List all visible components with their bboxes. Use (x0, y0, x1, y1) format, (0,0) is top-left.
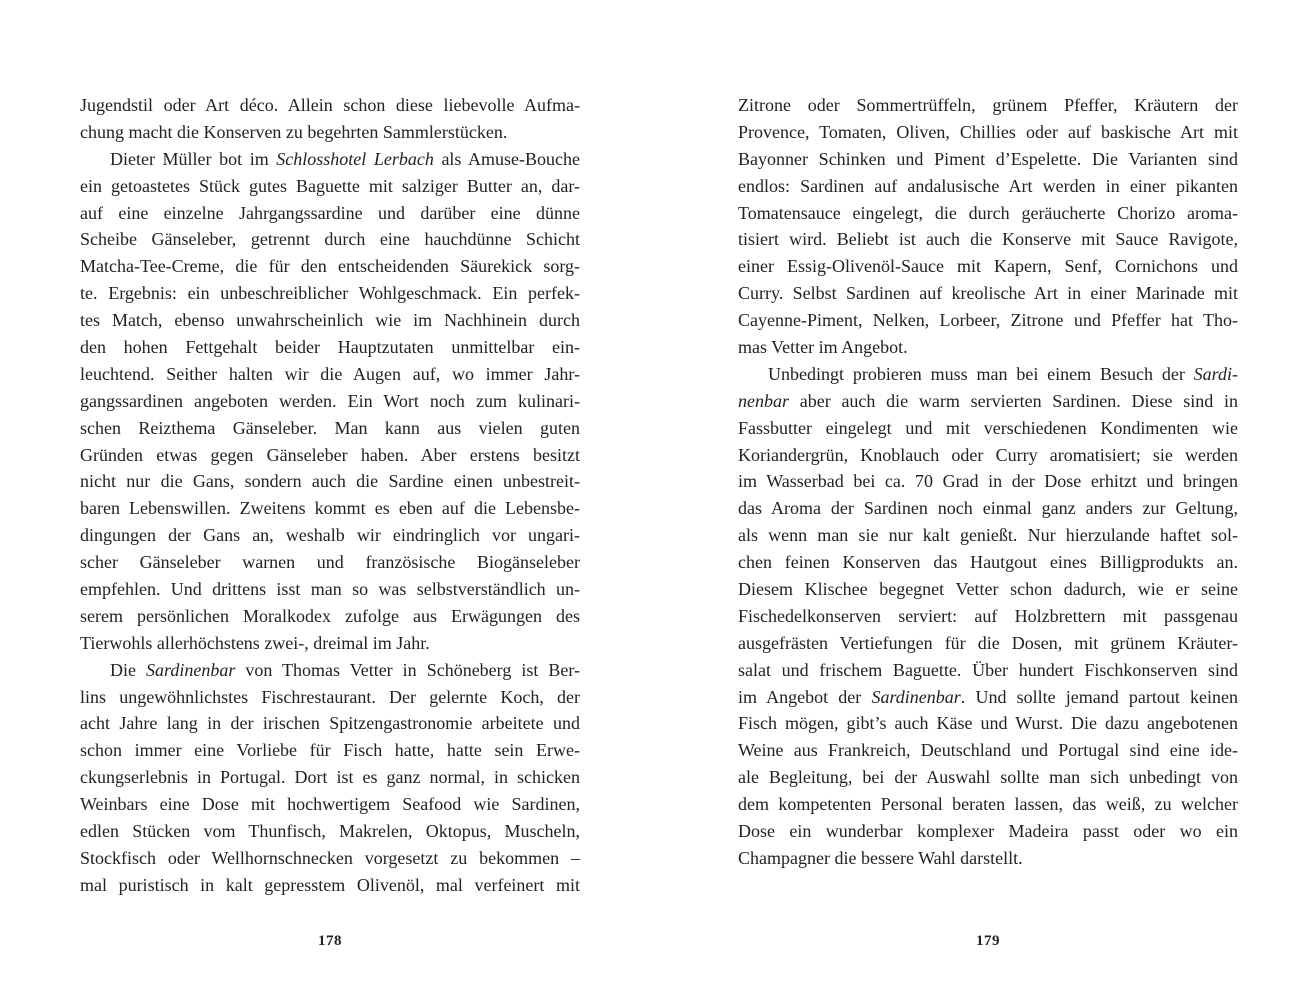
text-line (80, 710, 580, 737)
text-segment: von Thomas Vetter in Schöneberg ist Ber- (235, 659, 580, 680)
text-segment: als Amuse-Bouche (433, 148, 580, 169)
right-page (738, 92, 1238, 872)
text-segment: Tierwohls allerhöchstens zwei-, dreimal im Jahr. (80, 632, 430, 653)
text-line (738, 684, 1238, 711)
text-segment: dem kompetenten Personal beraten lassen, das weiß, zu welcher (738, 794, 1238, 815)
text-line (80, 657, 580, 684)
page-number-left: 178 (318, 933, 342, 949)
text-line (738, 173, 1238, 200)
text-line (80, 737, 580, 764)
text-segment: gangssardinen angeboten werden. Ein Wort noch zum kulinari- (80, 390, 580, 411)
text-line (80, 92, 580, 119)
text-segment: Fischedelkonserven serviert: auf Holzbrettern mit passgenau (738, 605, 1238, 626)
text-segment: Zitrone oder Sommertrüffeln, grünem Pfeffer, Kräutern der (738, 95, 1238, 115)
text-line (738, 603, 1238, 630)
text-segment: ausgefrästen Vertiefungen für die Dosen, mit grünem Kräuter- (738, 632, 1238, 653)
text-segment: einer Essig-Olivenöl-Sauce mit Kapern, Senf, Cornichons und (738, 256, 1238, 277)
text-segment: Stockfisch oder Wellhornschnecken vorgesetzt zu bekommen – (80, 847, 580, 868)
text-segment: Dieter Müller bot im (110, 148, 277, 169)
text-line (738, 361, 1238, 388)
text-segment: . Und sollte jemand partout keinen (960, 686, 1238, 707)
text-line (738, 253, 1238, 280)
text-line (80, 253, 580, 280)
text-line (80, 603, 580, 630)
text-line (80, 146, 580, 173)
text-line (80, 361, 580, 388)
text-segment: Gründen etwas gegen Gänseleber haben. Aber erstens besitzt (80, 444, 580, 465)
text-line (738, 657, 1238, 684)
text-segment: mal puristisch in kalt gepresstem Olivenöl, mal verfeinert mit (80, 874, 580, 895)
text-line (80, 818, 580, 845)
text-segment: Die (110, 659, 146, 680)
text-segment: ale Begleitung, bei der Auswahl sollte man sich unbedingt von (738, 767, 1238, 788)
text-segment: scher Gänseleber warnen und französische Biogänseleber (80, 552, 580, 573)
text-line (738, 226, 1238, 253)
text-line (738, 468, 1238, 495)
text-segment: chung macht die Konserven zu begehrten Sammlerstücken. (80, 121, 508, 142)
text-segment: als wenn man sie nur kalt genießt. Nur hierzulande haftet sol- (738, 525, 1238, 546)
text-line (80, 119, 580, 146)
text-line (80, 522, 580, 549)
text-line (80, 468, 580, 495)
text-segment: Scheibe Gänseleber, getrennt durch eine hauchdünne Schicht (80, 229, 580, 250)
text-line (738, 442, 1238, 469)
text-line (738, 845, 1238, 872)
text-line (738, 818, 1238, 845)
italic-text: Sardi- (1193, 363, 1238, 384)
text-segment: Weine aus Frankreich, Deutschland und Portugal sind eine ide- (738, 740, 1238, 761)
text-segment: nicht nur die Gans, sondern auch die Sardine einen unbestreit- (80, 471, 580, 492)
text-line (80, 495, 580, 522)
text-line (738, 415, 1238, 442)
text-segment: Tomatensauce eingelegt, die durch geräucherte Chorizo aroma- (738, 202, 1238, 223)
text-line (738, 307, 1238, 334)
text-segment: endlos: Sardinen auf andalusische Art werden in einer pikanten (738, 175, 1238, 196)
text-segment: lins ungewöhnlichstes Fischrestaurant. Der gelernte Koch, der (80, 686, 580, 707)
text-segment: chen feinen Konserven das Hautgout eines Billigprodukts an. (738, 552, 1238, 573)
text-segment: Diesem Klischee begegnet Vetter schon dadurch, wie er seine (738, 579, 1238, 600)
text-segment: Champagner die bessere Wahl darstellt. (738, 847, 1023, 868)
text-line (80, 791, 580, 818)
text-line (80, 307, 580, 334)
text-line (738, 630, 1238, 657)
text-segment: das Aroma der Sardinen noch einmal ganz anders zur Geltung, (738, 498, 1238, 519)
text-segment: im Angebot der (738, 686, 872, 707)
text-segment: serem persönlichen Moralkodex zufolge aus Erwägungen des (80, 605, 580, 626)
text-segment: im Wasserbad bei ca. 70 Grad in der Dose erhitzt und bringen (738, 471, 1238, 492)
text-segment: Curry. Selbst Sardinen auf kreolische Art in einer Marinade mit (738, 283, 1238, 304)
text-line (738, 92, 1238, 119)
text-line (80, 415, 580, 442)
text-line (80, 173, 580, 200)
text-line (738, 576, 1238, 603)
text-line (80, 442, 580, 469)
text-segment: auf eine einzelne Jahrgangssardine und darüber eine dünne (80, 202, 580, 223)
text-segment: tisiert wird. Beliebt ist auch die Konserve mit Sauce Ravigote, (738, 229, 1238, 250)
text-segment: Dose ein wunderbar komplexer Madeira passt oder wo ein (738, 821, 1238, 842)
text-segment: dingungen der Gans an, weshalb wir eindringlich vor ungari- (80, 525, 580, 546)
text-segment: Koriandergrün, Knoblauch oder Curry aromatisiert; sie werden (738, 444, 1238, 465)
text-segment: tes Match, ebenso unwahrscheinlich wie im Nachhinein durch (80, 310, 580, 331)
text-line (738, 737, 1238, 764)
text-line (80, 200, 580, 227)
text-segment: empfehlen. Und drittens isst man so was selbstverständlich un- (80, 579, 580, 600)
text-segment: Fassbutter eingelegt und mit verschiedenen Kondimenten wie (738, 417, 1238, 438)
text-segment: baren Lebenswillen. Zweitens kommt es eben auf die Lebensbe- (80, 498, 580, 519)
text-segment: leuchtend. Seither halten wir die Augen auf, wo immer Jahr- (80, 363, 580, 384)
text-line (80, 684, 580, 711)
text-segment: schon immer eine Vorliebe für Fisch hatte, hatte sein Erwe- (80, 740, 580, 761)
italic-text: nenbar (738, 390, 789, 411)
text-segment: salat und frischem Baguette. Über hundert Fischkonserven sind (738, 659, 1238, 680)
text-segment: Provence, Tomaten, Oliven, Chillies oder auf baskische Art mit (738, 121, 1238, 142)
text-segment: ckungserlebnis in Portugal. Dort ist es ganz normal, in schicken (80, 767, 580, 788)
page-number-right: 179 (976, 933, 1000, 949)
text-segment: Unbedingt probieren muss man bei einem Besuch der (768, 363, 1194, 384)
text-line (738, 522, 1238, 549)
text-segment: schen Reizthema Gänseleber. Man kann aus vielen guten (80, 417, 580, 438)
italic-text: Sardinenbar (871, 686, 961, 707)
text-line (738, 388, 1238, 415)
text-line (738, 119, 1238, 146)
text-line (80, 630, 580, 657)
text-segment: Jugendstil oder Art déco. Allein schon diese liebevolle Aufma- (80, 95, 580, 115)
text-segment: mas Vetter im Angebot. (738, 337, 908, 358)
text-line (738, 495, 1238, 522)
text-line (80, 388, 580, 415)
text-segment: ein getoastetes Stück gutes Baguette mit salziger Butter an, dar- (80, 175, 580, 196)
text-line (80, 872, 580, 899)
text-line (738, 200, 1238, 227)
text-segment: den hohen Fettgehalt beider Hauptzutaten unmittelbar ein- (80, 337, 580, 358)
text-line (738, 549, 1238, 576)
text-line (738, 334, 1238, 361)
text-segment: aber auch die warm servierten Sardinen. Diese sind in (789, 390, 1238, 411)
text-segment: Bayonner Schinken und Piment d’Espelette. Die Varianten sind (738, 148, 1238, 169)
italic-text: Schlosshotel Lerbach (276, 148, 434, 169)
text-segment: Cayenne-Piment, Nelken, Lorbeer, Zitrone und Pfeffer hat Tho- (738, 310, 1238, 331)
text-segment: Weinbars eine Dose mit hochwertigem Seafood wie Sardinen, (80, 794, 580, 815)
text-line (738, 764, 1238, 791)
text-line (738, 280, 1238, 307)
text-line (80, 226, 580, 253)
text-line (738, 710, 1238, 737)
left-page (80, 92, 580, 899)
text-segment: acht Jahre lang in der irischen Spitzengastronomie arbeitete und (80, 713, 580, 734)
text-line (80, 280, 580, 307)
text-line (80, 549, 580, 576)
text-line (80, 764, 580, 791)
text-line (80, 845, 580, 872)
text-line (738, 791, 1238, 818)
text-line (80, 576, 580, 603)
text-segment: Matcha-Tee-Creme, die für den entscheidenden Säurekick sorg- (80, 256, 580, 277)
text-line (738, 146, 1238, 173)
text-segment: Fisch mögen, gibt’s auch Käse und Wurst. Die dazu angebotenen (738, 713, 1238, 734)
italic-text: Sardinenbar (146, 659, 236, 680)
text-segment: edlen Stücken vom Thunfisch, Makrelen, Oktopus, Muscheln, (80, 821, 580, 842)
text-line (80, 334, 580, 361)
text-segment: te. Ergebnis: ein unbeschreiblicher Wohlgeschmack. Ein perfek- (80, 283, 580, 304)
